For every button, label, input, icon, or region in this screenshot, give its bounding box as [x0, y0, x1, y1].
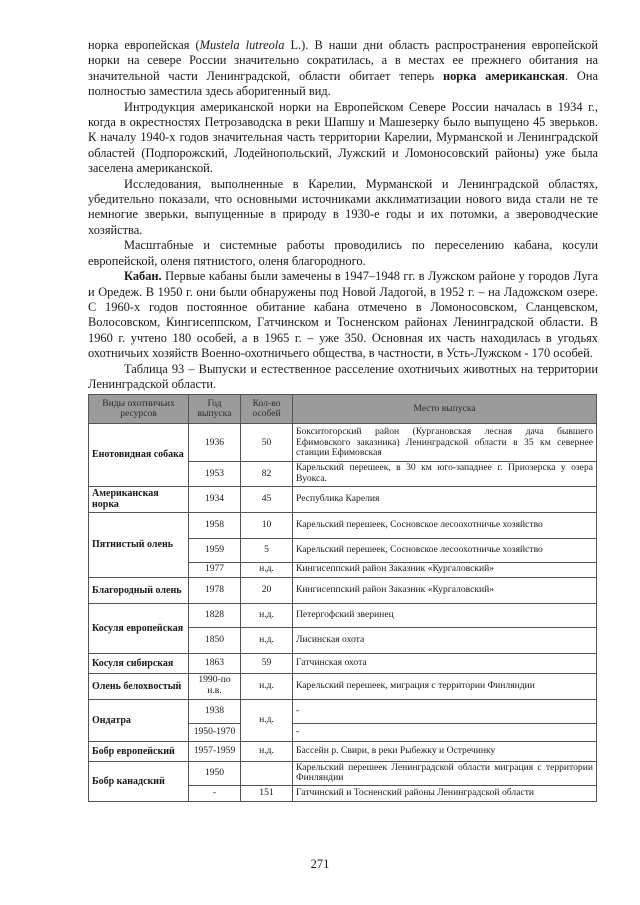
year-cell: 1957-1959 — [189, 741, 241, 761]
place-cell: Кингисеппский район Заказник «Кургаловский» — [293, 577, 597, 603]
year-cell: 1959 — [189, 538, 241, 562]
year-cell: 1936 — [189, 424, 241, 462]
latin-name: Mustela lutreola — [199, 38, 285, 52]
emphasis-american-mink: норка американская — [442, 68, 565, 83]
count-cell — [241, 761, 293, 785]
table-row — [89, 653, 597, 673]
year-cell: 1828 — [189, 603, 241, 627]
paragraph-resettlement: Масштабные и системные работы проводились по переселению кабана, косули европейской, оленя пятнистого, оленя благородного. — [88, 238, 598, 268]
count-cell: 10 — [241, 512, 293, 538]
count-cell: 5 — [241, 538, 293, 562]
count-cell: 20 — [241, 577, 293, 603]
place-cell: Карельский перешеек, Сосновское лесоохотничье хозяйство — [293, 512, 597, 538]
table-row — [89, 424, 597, 462]
table-row — [89, 512, 597, 538]
table-row — [89, 673, 597, 699]
count-cell: 151 — [241, 785, 293, 801]
year-cell: 1978 — [189, 577, 241, 603]
year-cell: 1958 — [189, 512, 241, 538]
count-cell: н.д. — [241, 562, 293, 577]
count-cell: 45 — [241, 486, 293, 512]
text-span: норка европейская ( — [88, 38, 200, 52]
place-cell: Карельский перешеек Ленинградской области миграция с территории Финляндии — [293, 761, 597, 785]
species-cell: Енотовидная собака — [89, 424, 189, 486]
species-cell: Благородный олень — [89, 577, 189, 603]
year-cell: - — [189, 785, 241, 801]
table-caption: Таблица 93 – Выпуски и естественное расселение охотничьих животных на территории Ленинградской области. — [88, 361, 598, 391]
year-cell: 1950-1970 — [189, 723, 241, 741]
place-cell: Кингисеппский район Заказник «Кургаловский» — [293, 562, 597, 577]
header-species: Виды охотничьих ресурсов — [89, 395, 189, 424]
species-cell: Бобр канадский — [89, 761, 189, 801]
paragraph-mink-introduction: Интродукция американской норки на Европейском Севере России началась в 1934 г., когда в окрестностях Петрозаводска в реки Шапшу и Машезерку было выпущено 45 зверьков. К началу 1940-х годов значительная часть территории Карелии, Мурманской и Ленинградской областей (Подпорожский, Лодейнопольский, Лужский и Ломоносовский районы) уже была заселена американской. — [88, 99, 598, 176]
species-cell: Пятнистый олень — [89, 512, 189, 577]
species-cell: Олень белохвостый — [89, 673, 189, 699]
place-cell: Петергофский зверинец — [293, 603, 597, 627]
page-number: 271 — [310, 857, 330, 871]
count-cell: н.д. — [241, 673, 293, 699]
species-cell: Косуля европейская — [89, 603, 189, 653]
place-cell: Карельский перешеек, в 30 км юго-западнее г. Приозерска у озера Вуокса. — [293, 462, 597, 486]
place-cell: Гатчинская охота — [293, 653, 597, 673]
table-row — [89, 741, 597, 761]
species-cell: Косуля сибирская — [89, 653, 189, 673]
place-cell: Карельский перешеек, миграция с территории Финляндии — [293, 673, 597, 699]
count-cell: н.д. — [241, 699, 293, 741]
paragraph-wild-boar — [88, 269, 598, 361]
count-cell: 82 — [241, 462, 293, 486]
paragraph-research: Исследования, выполненные в Карелии, Мурманской и Ленинградской областях, убедительно показали, что основными источниками акклиматизации нового вида стали не те немногие зверьки, выпущенные в природу в 1930-е годы и их потомки, а звероводческие хозяйства. — [88, 176, 598, 237]
header-count: Кол-во особей — [241, 395, 293, 424]
year-cell: 1977 — [189, 562, 241, 577]
table-row — [89, 699, 597, 723]
year-cell: 1863 — [189, 653, 241, 673]
place-cell: - — [293, 723, 597, 741]
place-cell: Лисинская охота — [293, 627, 597, 653]
count-cell: 59 — [241, 653, 293, 673]
place-cell: Бокситогорский район (Кургановская лесная дача бывшего Ефимовского заказника) Ленинградской области в 35 км севернее станции Ефимовская — [293, 424, 597, 462]
count-cell: н.д. — [241, 603, 293, 627]
table-row — [89, 486, 597, 512]
year-cell: 1934 — [189, 486, 241, 512]
table-header-row — [89, 395, 597, 424]
table-row — [89, 761, 597, 785]
header-place: Место выпуска — [293, 395, 597, 424]
place-cell: Республика Карелия — [293, 486, 597, 512]
year-cell: 1850 — [189, 627, 241, 653]
year-cell: 1938 — [189, 699, 241, 723]
text-span: Первые кабаны были замечены в 1947–1948 гг. в Лужском районе у городов Луга и Оредеж. В 1950 г. они были обнаружены под Новой Ладогой, в 1952 г. – на Ладожском озере. С 1960-х годов постоянное обитание кабана отмечено в Ломоносовском, Сланцевском, Волосовском, Кингисеппском, Гатчинском и Тосненском районах Ленинградской области. В 1960 г. учтено 180 особей, а в 1965 г. – уже 350. Основная их часть находилась в угодьях охотничьих хозяйств Военно-охотничьего общества, в частности, в Усть-Лужском - 170 особей. — [88, 269, 598, 361]
page-body — [88, 38, 598, 802]
year-cell: 1953 — [189, 462, 241, 486]
heading-wild-boar: Кабан. — [124, 269, 162, 284]
species-cell: Американская норка — [89, 486, 189, 512]
species-cell: Ондатра — [89, 699, 189, 741]
text-span: . Она полностью заместила здесь аборигенный вид. — [88, 68, 598, 99]
count-cell: н.д. — [241, 741, 293, 761]
place-cell: Карельский перешеек, Сосновское лесоохотничье хозяйство — [293, 538, 597, 562]
count-cell: н.д. — [241, 627, 293, 653]
text-span: L.). В наши дни область распространения европейской норки на севере России значительно сократилась, а в местах ее прежнего обитания на значительной части Ленинградской, области обитает теперь — [88, 38, 598, 83]
year-cell: 1990-по н.в. — [189, 673, 241, 699]
place-cell: Гатчинский и Тосненский районы Ленинградской области — [293, 785, 597, 801]
place-cell: Бассейн р. Свири, в реки Рыбежку и Остречинку — [293, 741, 597, 761]
table-row — [89, 603, 597, 627]
year-cell: 1950 — [189, 761, 241, 785]
table-row — [89, 577, 597, 603]
header-year: Год выпуска — [189, 395, 241, 424]
species-cell: Бобр европейский — [89, 741, 189, 761]
paragraph-mink-european — [88, 38, 598, 100]
releases-table — [88, 394, 597, 801]
count-cell: 50 — [241, 424, 293, 462]
place-cell: - — [293, 699, 597, 723]
